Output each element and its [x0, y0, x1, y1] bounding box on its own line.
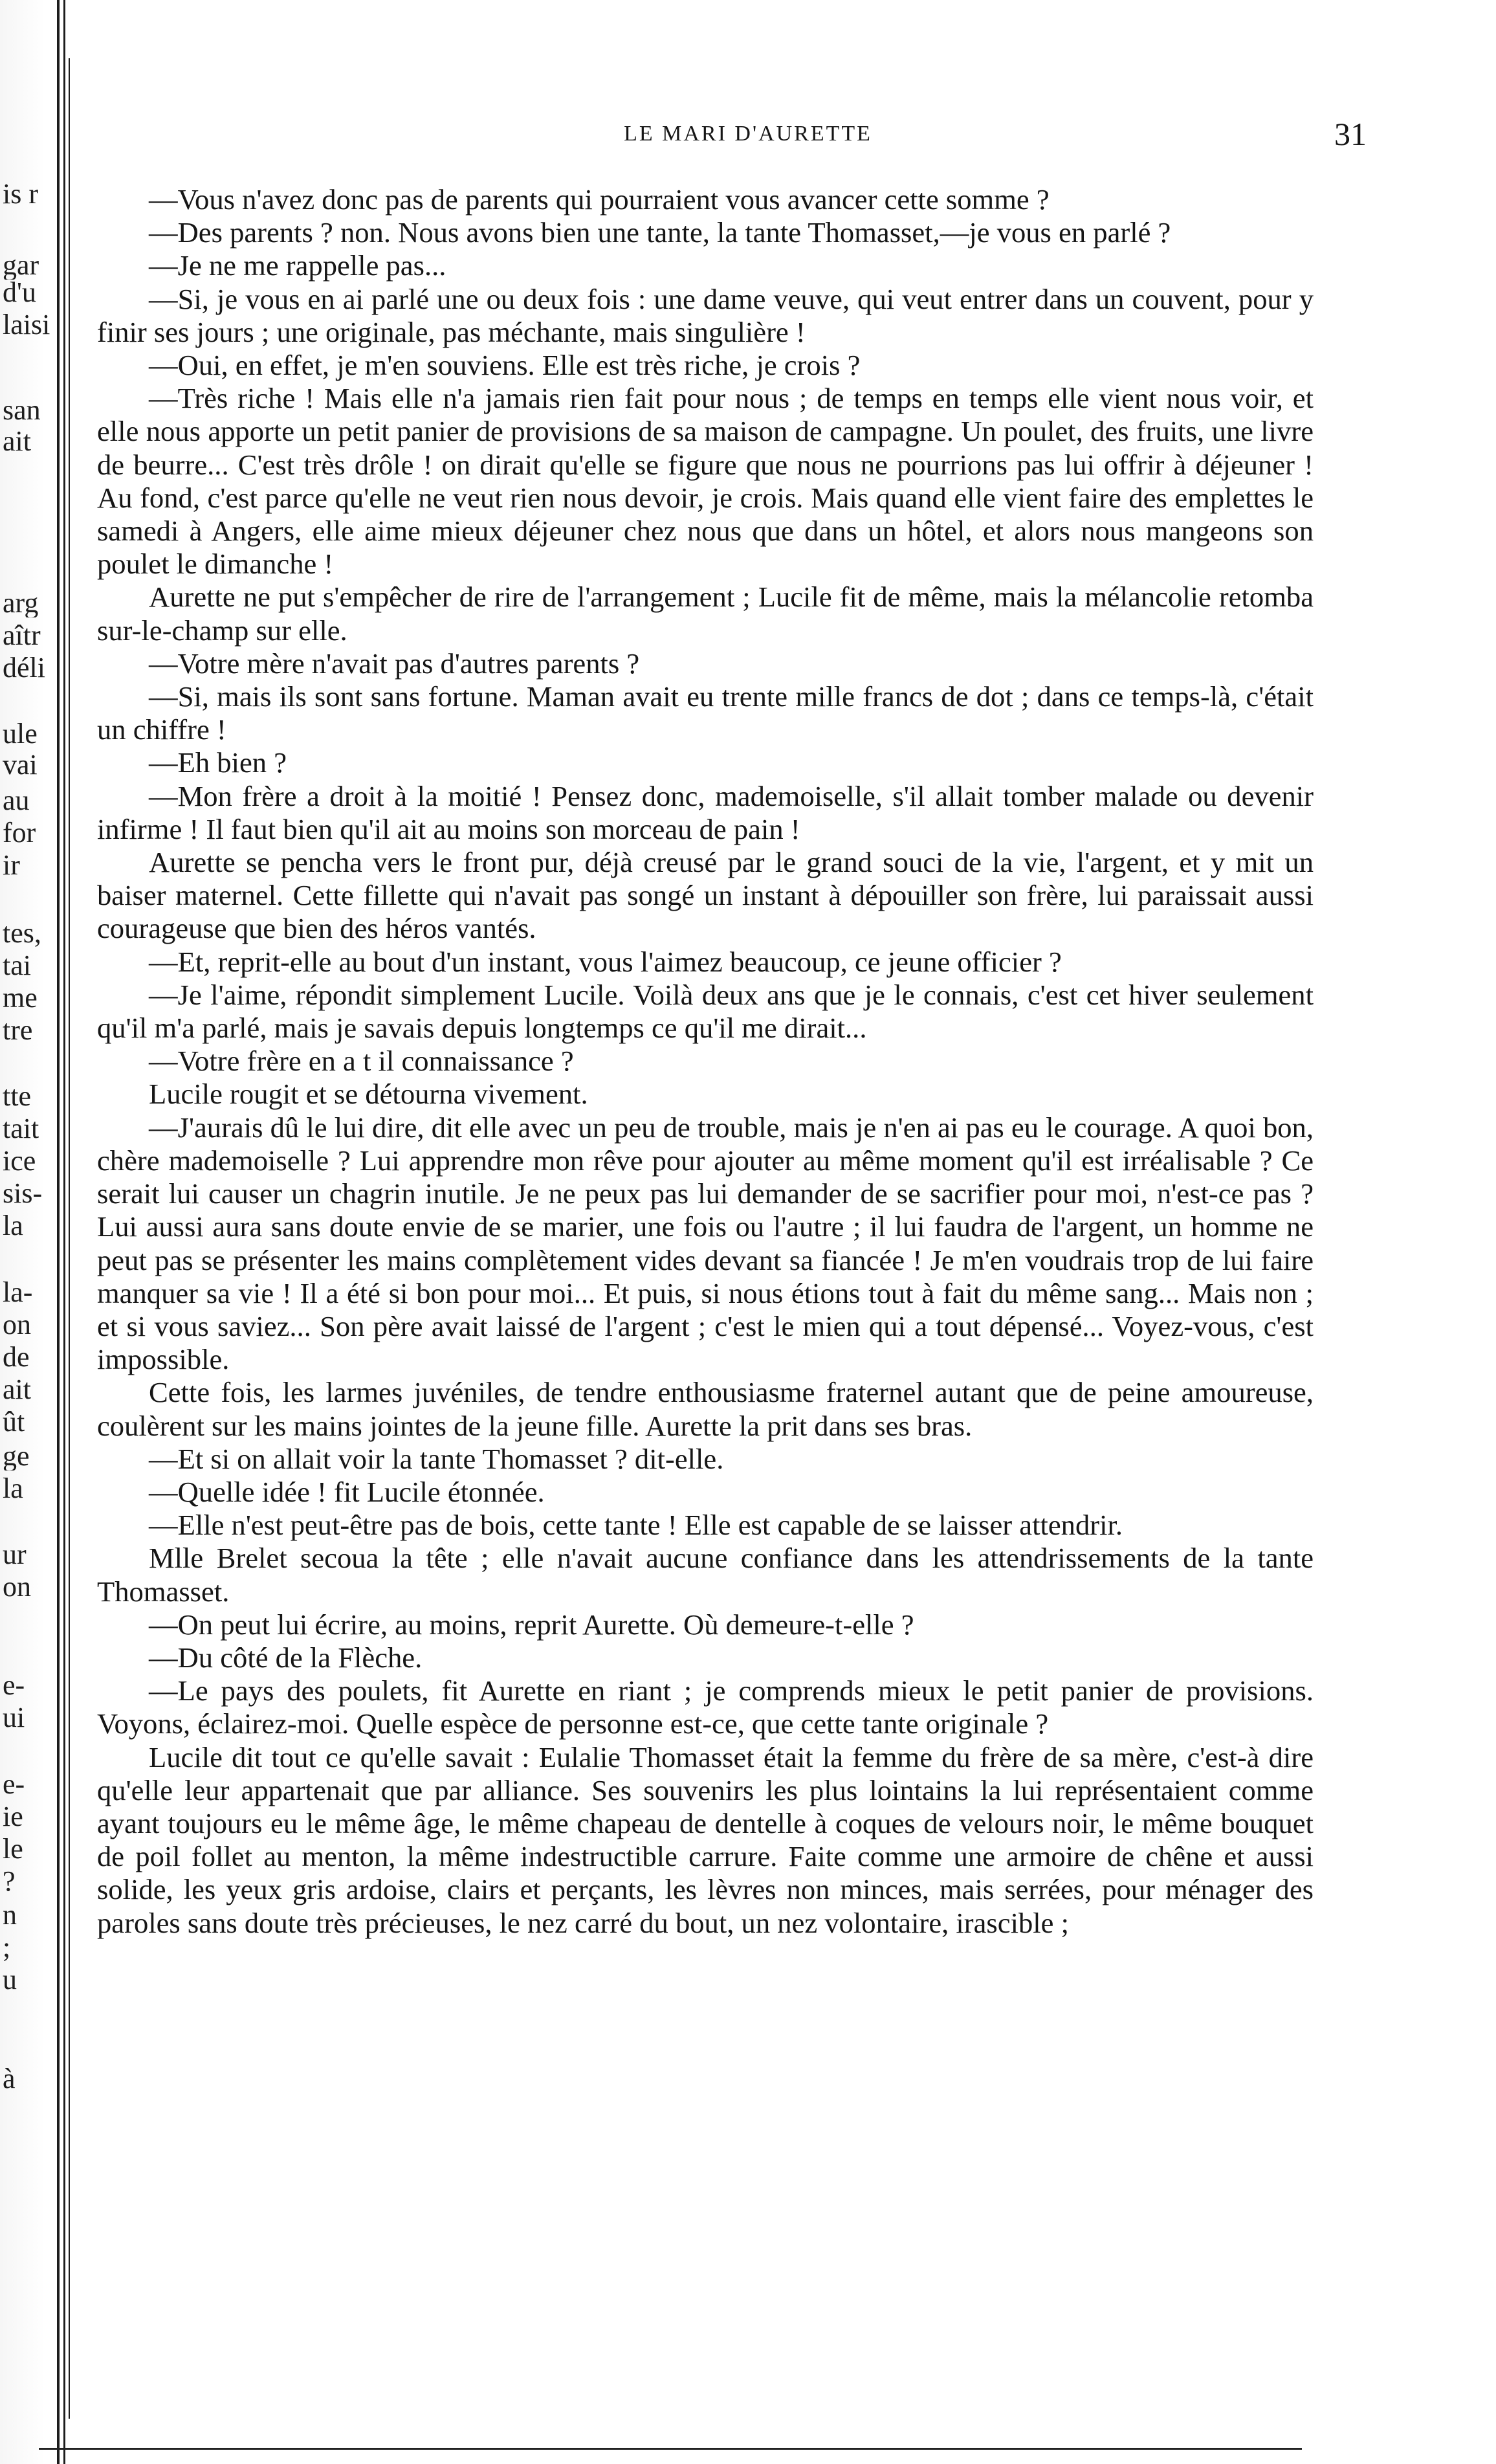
paragraph: —J'aurais dû le lui dire, dit elle avec un peu de trouble, mais je n'en ai pas eu le courage. A quoi bon, chère mademoiselle ? Lui apprendre mon rêve pour ajouter au même moment qu'il est irréalisable ? Ce serait lui causer un chagrin inutile. Je ne peux pas lui demander de se sacrifier pour moi, n'est-ce pas ? Lui aussi aura sans doute envie de se marier, une fois ou l'autre ; il lui faudra de l'argent, un homme ne peut pas se présenter les mains complètement vides devant sa fiancée ! Je m'en voudrais trop de lui faire manquer sa vie ! Il a été si bon pour moi... Et puis, si nous étions tout à fait du même sang... Mais non ; et si vous saviez... Son père avait laissé de l'argent ; c'est le mien qui a tout dépensé... Voyez-vous, c'est impossible.	[97, 1111, 1314, 1376]
facing-page-fragment: e-	[3, 1770, 25, 1799]
facing-page-fragment: aîtr	[3, 621, 41, 650]
paragraph: —Des parents ? non. Nous avons bien une tante, la tante Thomasset,—je vous en parlé ?	[149, 216, 1171, 249]
facing-page-fragment: la	[3, 1474, 23, 1503]
paragraph: —Très riche ! Mais elle n'a jamais rien fait pour nous ; de temps en temps elle vient nous voir, et elle nous apporte un petit panier de provisions de sa maison de campagne. Un poulet, des fruits, une livre de beurre... C'est très drôle ! on dirait qu'elle se figure que nous ne pourrions pas lui offrir à déjeuner ! Au fond, c'est parce qu'elle ne veut rien nous devoir, je crois. Mais quand elle vient faire des emplettes le samedi à Angers, elle aime mieux déjeuner chez nous que dans un hôtel, et alors nous mangeons son poulet le dimanche !	[97, 382, 1314, 581]
facing-page-fragment: tai	[3, 951, 31, 980]
facing-page-fragment: vai	[3, 751, 38, 779]
facing-page-fragment: tte	[3, 1082, 31, 1111]
paragraph: Aurette se pencha vers le front pur, déjà creusé par le grand souci de la vie, l'argent, et y mit un baiser maternel. Cette fillette qui n'avait pas songé un instant à dépouiller son frère, lui paraissait aussi courageuse que bien des héros vantés.	[97, 846, 1314, 945]
facing-page-fragment: is r	[3, 180, 38, 208]
facing-page-fragment: la	[3, 1212, 23, 1240]
facing-page-fragment: ?	[3, 1867, 16, 1896]
facing-page-fragment: d'u	[3, 278, 36, 307]
paragraph: —Le pays des poulets, fit Aurette en riant ; je comprends mieux le petit panier de provisions. Voyons, éclairez-moi. Quelle espèce de personne est-ce, que cette tante originale ?	[97, 1674, 1314, 1740]
paragraph: —On peut lui écrire, au moins, reprit Aurette. Où demeure-t-elle ?	[149, 1608, 914, 1641]
facing-page-fragment: au	[3, 786, 30, 815]
body-text	[97, 183, 1314, 1940]
facing-page-fragment: ge	[3, 1442, 30, 1471]
paragraph: Aurette ne put s'empêcher de rire de l'arrangement ; Lucile fit de même, mais la mélancolie retomba sur-le-champ sur elle.	[97, 581, 1314, 647]
facing-page-fragment: de	[3, 1343, 30, 1371]
paragraph: Lucile dit tout ce qu'elle savait : Eulalie Thomasset était la femme du frère de sa mère, c'est-à dire qu'elle leur appartenait que par alliance. Ses souvenirs les plus lointains la lui représentaient comme ayant toujours eu le même âge, le même chapeau de dentelle à coques de velours noir, le même bouquet de poil follet au menton, la même indestructible carrure. Faite comme une armoire de chêne et aussi solide, les yeux gris ardoise, clairs et perçants, les lèvres non minces, mais serrées, pour ménager des paroles sans doute très précieuses, le nez carré du bout, un nez volontaire, irascible ;	[97, 1740, 1314, 1939]
facing-page-fragment: on	[3, 1573, 31, 1601]
paragraph: —Et, reprit-elle au bout d'un instant, vous l'aimez beaucoup, ce jeune officier ?	[149, 945, 1062, 978]
paragraph: —Je ne me rappelle pas...	[149, 249, 446, 282]
facing-page-fragment: ie	[3, 1803, 23, 1831]
facing-page-fragment: ule	[3, 720, 38, 748]
gutter-line	[69, 58, 70, 2419]
page-number: 31	[1334, 116, 1367, 152]
paragraph: —Je l'aime, répondit simplement Lucile. Voilà deux ans que je le connais, c'est cet hiver seulement qu'il m'a parlé, mais je savais depuis longtemps ce qu'il me dirait...	[97, 978, 1314, 1045]
facing-page-fragment: u	[3, 1966, 17, 1994]
facing-page-fragment: laisi	[3, 311, 50, 339]
facing-page-fragment: tes,	[3, 919, 41, 948]
paragraph: —Si, mais ils sont sans fortune. Maman avait eu trente mille francs de dot ; dans ce temps-là, c'était un chiffre !	[97, 680, 1314, 746]
paragraph: —Et si on allait voir la tante Thomasset ? dit-elle.	[149, 1442, 724, 1475]
paragraph: —Vous n'avez donc pas de parents qui pourraient vous avancer cette somme ?	[149, 183, 1050, 216]
paragraph: Mlle Brelet secoua la tête ; elle n'avait aucune confiance dans les attendrissements de la tante Thomasset.	[97, 1542, 1314, 1608]
paragraph: —Votre mère n'avait pas d'autres parents ?	[149, 647, 640, 680]
facing-page-fragment: for	[3, 819, 36, 847]
paragraph: Lucile rougit et se détourna vivement.	[149, 1078, 588, 1111]
facing-page-fragment: tre	[3, 1016, 33, 1045]
facing-page-fragment: la-	[3, 1278, 33, 1307]
facing-page-fragment: ice	[3, 1147, 36, 1175]
running-title: LE MARI D'AURETTE	[624, 122, 872, 146]
facing-page-fragment: ir	[3, 851, 20, 880]
paragraph: —Quelle idée ! fit Lucile étonnée.	[149, 1475, 545, 1508]
facing-page-fragment: san	[3, 396, 41, 425]
facing-page-fragment: déli	[3, 654, 45, 682]
facing-page-fragment: me	[3, 984, 38, 1012]
facing-page-fragment: ait	[3, 1375, 31, 1404]
facing-page-fragment: sis-	[3, 1179, 43, 1208]
facing-page-fragment: gar	[3, 251, 39, 280]
bottom-rule	[39, 2448, 1302, 2450]
facing-page-fragment: ;	[3, 1933, 11, 1962]
facing-page-fragment: e-	[3, 1671, 25, 1700]
page-header	[129, 115, 1367, 154]
facing-page-fragment: ait	[3, 427, 31, 456]
facing-page-fragment: arg	[3, 589, 39, 617]
facing-page-fragment: ût	[3, 1408, 25, 1436]
facing-page-fragment: ur	[3, 1540, 27, 1569]
paragraph: —Mon frère a droit à la moitié ! Pensez donc, mademoiselle, s'il allait tomber malade ou devenir infirme ! Il faut bien qu'il ait au moins son morceau de pain !	[97, 779, 1314, 845]
facing-page-fragment: le	[3, 1835, 23, 1863]
facing-page-fragment: ui	[3, 1704, 25, 1732]
paragraph: —Du côté de la Flèche.	[149, 1641, 423, 1674]
paragraph: Cette fois, les larmes juvéniles, de tendre enthousiasme fraternel autant que de peine amoureuse, coulèrent sur les mains jointes de la jeune fille. Aurette la prit dans ses bras.	[97, 1376, 1314, 1442]
paragraph: —Votre frère en a t il connaissance ?	[149, 1045, 574, 1078]
facing-page-fragments	[0, 0, 65, 2464]
paragraph: —Elle n'est peut-être pas de bois, cette tante ! Elle est capable de se laisser attendrir.	[149, 1509, 1123, 1542]
facing-page-fragment: à	[3, 2065, 16, 2093]
facing-page-fragment: tait	[3, 1115, 39, 1143]
paragraph: —Si, je vous en ai parlé une ou deux fois : une dame veuve, qui veut entrer dans un couvent, pour y finir ses jours ; une originale, pas méchante, mais singulière !	[97, 282, 1314, 348]
facing-page-fragment: n	[3, 1901, 17, 1929]
paragraph: —Oui, en effet, je m'en souviens. Elle est très riche, je crois ?	[149, 349, 861, 382]
facing-page-fragment: on	[3, 1311, 31, 1339]
paragraph: —Eh bien ?	[149, 746, 287, 779]
